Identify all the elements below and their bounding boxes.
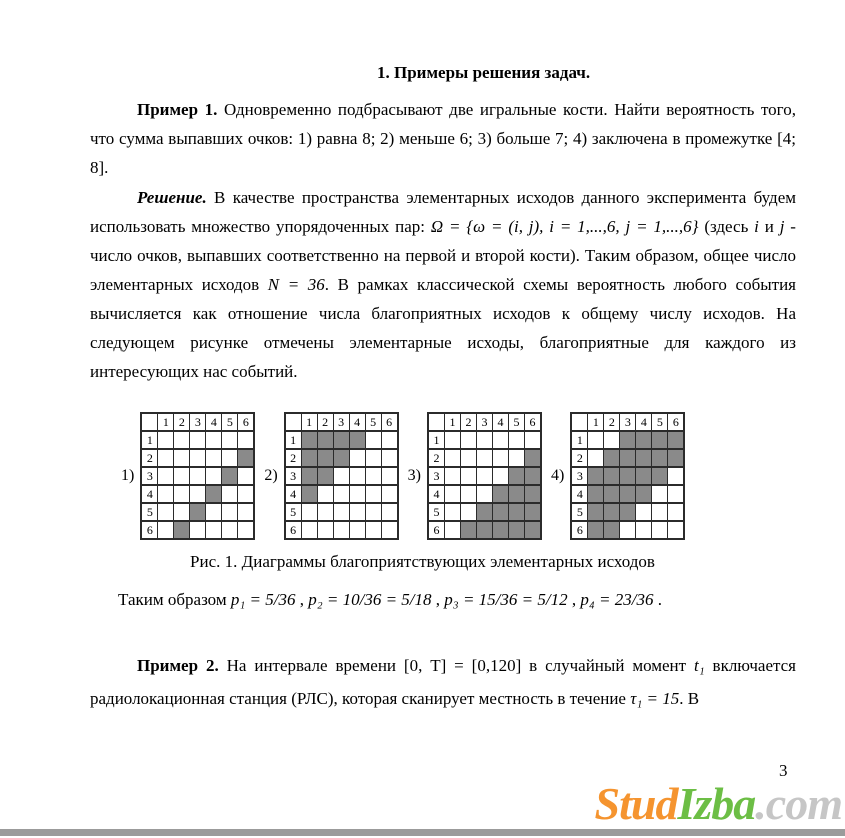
grid-col-header: 3 [476,413,492,431]
grid-cell [444,485,460,503]
grid-cell [365,503,381,521]
grid-corner-cell [285,413,302,431]
diagram-label-2: 2) [264,467,278,484]
grid-cell-shaded [349,431,365,449]
grid-row-header: 2 [141,449,158,467]
grid-row-header: 5 [141,503,158,521]
grid-cell [333,503,349,521]
grid-cell-shaded [476,521,492,539]
grid-row [285,503,398,521]
grid-row-header: 6 [428,521,445,539]
grid-cell [381,485,398,503]
logo-part-com: .com [755,778,842,829]
grid-cell-shaded [222,467,238,485]
grid-cell-shaded [492,485,508,503]
grid-row [141,503,254,521]
grid-cell [460,467,476,485]
grid-col-header: 4 [349,413,365,431]
grid-cell [190,467,206,485]
grid-cell [158,431,174,449]
grid-cell [190,521,206,539]
grid-cell-shaded [508,503,524,521]
grid-cell-shaded [460,521,476,539]
grid-cell [365,485,381,503]
grid-cell [588,449,604,467]
grid-row [571,449,684,467]
grid-cell [476,431,492,449]
solution-lead: Решение. [137,188,207,207]
grid-cell [460,449,476,467]
example2-body-1: На интервале времени [218,656,404,675]
grid-cell-shaded [620,449,636,467]
grid-cell [365,521,381,539]
results-sep-2: , [431,590,445,609]
p4-value: p₄ = 23/36 [580,590,654,609]
example2-body-4: . В [679,689,700,708]
grid-cell-shaded [301,467,317,485]
grid-col-header: 5 [222,413,238,431]
grid-cell [492,449,508,467]
example2-body-2: в случайный момент [521,656,694,675]
grid-cell [652,521,668,539]
diagram-grid-slot-2 [284,412,399,540]
grid-cell-shaded [301,431,317,449]
paragraph-solution [90,183,796,386]
grid-col-header: 3 [620,413,636,431]
grid-cell [349,521,365,539]
solution-body-5: . В рамках классической схемы вероятность любого события вычисляется как отношение числа благоприятных исходов к общему числу исходов. На следующем рисунке отмечены элементарные исходы, благоприятные для каждого из интересующих нас событий. [90,275,796,381]
grid-cell-shaded [604,449,620,467]
grid-cell [174,485,190,503]
grid-cell-shaded [301,485,317,503]
grid-col-header: 1 [588,413,604,431]
page-title: 1. Примеры решения задач. [377,63,591,82]
grid-cell [524,431,541,449]
grid-header-row [285,413,398,431]
grid-cell [349,467,365,485]
diagram-group-4 [551,412,685,540]
grid-row-header: 5 [571,503,588,521]
grid-row-header: 3 [571,467,588,485]
grid-cell-shaded [588,521,604,539]
diagram-label-4: 4) [550,467,565,484]
grid-cell [222,503,238,521]
grid-row [285,449,398,467]
grid-cell [620,521,636,539]
grid-cell [222,449,238,467]
grid-cell-shaded [206,485,222,503]
grid-cell-shaded [604,503,620,521]
grid-cell [317,485,333,503]
grid-col-header: 6 [238,413,255,431]
logo-part-izba: Izba [677,778,756,829]
grid-cell [174,449,190,467]
solution-body-4: - число очков, выпавших соответственно на первой и второй кости). Таким образом, общее число элементарных исходов [90,217,796,294]
grid-cell [508,431,524,449]
footer-bar [0,829,845,836]
grid-col-header: 6 [524,413,541,431]
grid-cell [158,449,174,467]
grid-col-header: 1 [301,413,317,431]
grid-row [141,485,254,503]
grid-cell-shaded [508,485,524,503]
grid-row [428,449,541,467]
grid-col-header: 1 [444,413,460,431]
grid-col-header: 2 [174,413,190,431]
diagram-label-3: 3) [407,467,421,484]
grid-row [571,503,684,521]
grid-cell [158,485,174,503]
grid-row [141,521,254,539]
diagram-grid-slot-1 [140,412,255,540]
solution-body-1: В качестве пространства элементарных исходов данного эксперимента будем использовать множество упорядоченных пар: [90,188,796,236]
p1-value: p₁ = 5/36 [230,590,296,609]
grid-row-header: 6 [571,521,588,539]
grid-cell [333,485,349,503]
grid-cell [365,467,381,485]
grid-cell [492,431,508,449]
grid-cell [317,521,333,539]
grid-row [285,485,398,503]
grid-cell [668,485,685,503]
grid-corner-cell [141,413,158,431]
grid-row-header: 5 [285,503,302,521]
grid-row-header: 3 [428,467,445,485]
grid-cell [381,503,398,521]
grid-row [428,503,541,521]
grid-row-header: 4 [428,485,445,503]
grid-cell [174,431,190,449]
grid-row-header: 1 [571,431,588,449]
example1-body: Одновременно подбрасывают две игральные кости. Найти вероятность того, что сумма выпавших очков: 1) равна 8; 2) меньше 6; 3) больше 7; 4) заключена в промежутке [4; 8]. [90,100,796,177]
grid-cell [238,431,255,449]
results-end: . [653,590,662,609]
grid-cell-shaded [317,449,333,467]
grid-col-header: 4 [206,413,222,431]
grid-row [571,521,684,539]
grid-cell-shaded [620,467,636,485]
grid-cell-shaded [668,431,685,449]
grid-row-header: 1 [285,431,302,449]
grid-cell [349,449,365,467]
paragraph-results [118,585,818,614]
grid-cell-shaded [317,467,333,485]
results-lead: Таким образом [118,590,231,609]
grid-cell [222,485,238,503]
t1-var: t₁ [694,656,705,675]
grid-corner-cell [428,413,445,431]
var-i: i [754,217,759,236]
grid-cell [190,449,206,467]
grid-cell [365,431,381,449]
paragraph-example2 [90,649,796,715]
grid-cell [508,449,524,467]
example1-lead: Пример 1. [137,100,218,119]
grid-cell-shaded [604,485,620,503]
grid-cell [206,431,222,449]
grid-row-header: 3 [285,467,302,485]
grid-cell [333,521,349,539]
grid-cell [652,485,668,503]
grid-cell [476,449,492,467]
grid-cell-shaded [652,431,668,449]
grid-cell-shaded [588,503,604,521]
grid-cell [460,431,476,449]
grid-cell [365,449,381,467]
grid-row [571,467,684,485]
grid-cell-shaded [333,431,349,449]
grid-cell-shaded [492,503,508,521]
grid-row-header: 5 [428,503,445,521]
grid-cell-shaded [620,431,636,449]
grid-cell [174,503,190,521]
var-j: j [779,217,785,236]
grid-cell-shaded [524,521,541,539]
grid-cell [444,449,460,467]
grid-cell [158,503,174,521]
grid-col-header: 2 [604,413,620,431]
grid-cell [636,503,652,521]
grid-cell [668,503,685,521]
grid-cell [444,431,460,449]
grid-cell-shaded [588,485,604,503]
grid-row [428,485,541,503]
grid-cell [301,521,317,539]
results-sep-1: , [295,590,309,609]
grid-corner-cell [571,413,588,431]
grid-cell-shaded [636,431,652,449]
grid-cell [381,431,398,449]
grid-col-header: 2 [460,413,476,431]
grid-row [285,431,398,449]
grid-row-header: 1 [428,431,445,449]
grid-cell-shaded [524,449,541,467]
grid-cell-shaded [508,467,524,485]
diagram-group-2 [264,412,398,540]
grid-row-header: 4 [571,485,588,503]
grid-row-header: 2 [428,449,445,467]
grid-cell [158,467,174,485]
grid-col-header: 5 [652,413,668,431]
grid-cell [492,467,508,485]
grid-row [141,431,254,449]
logo-part-stud: Stud [594,778,678,829]
grid-cell [317,503,333,521]
grid-cell [476,467,492,485]
grid-row-header: 6 [285,521,302,539]
solution-body-3: и [758,217,780,236]
grid-header-row [141,413,254,431]
grid-cell-shaded [636,485,652,503]
diagram-grid-slot-4 [570,412,685,540]
grid-row [285,521,398,539]
grid-cell [588,431,604,449]
grid-cell-shaded [524,467,541,485]
grid-row-header: 4 [285,485,302,503]
grid-cell-shaded [636,467,652,485]
grid-row [571,431,684,449]
grid-header-row [571,413,684,431]
grid-cell [381,467,398,485]
diagram-label-1: 1) [121,467,135,484]
results-sep-3: , [567,590,581,609]
dice-outcome-grid [427,412,542,540]
grid-cell [349,503,365,521]
grid-cell [444,467,460,485]
grid-row [285,467,398,485]
grid-row [141,467,254,485]
grid-cell [174,467,190,485]
p2-value: p₂ = 10/36 = 5/18 [308,590,432,609]
grid-cell [238,503,255,521]
dice-outcome-grid [570,412,685,540]
diagram-grid-slot-3 [427,412,542,540]
dice-outcome-grid [140,412,255,540]
dice-outcome-grid [284,412,399,540]
grid-cell-shaded [317,431,333,449]
diagram-group-1 [121,412,255,540]
grid-cell-shaded [604,467,620,485]
grid-col-header: 5 [508,413,524,431]
example2-lead: Пример 2. [137,656,219,675]
grid-cell [476,485,492,503]
grid-row-header: 1 [141,431,158,449]
paragraph-example1 [90,95,796,182]
grid-cell [444,503,460,521]
grid-col-header: 5 [365,413,381,431]
grid-col-header: 4 [636,413,652,431]
grid-cell [206,521,222,539]
grid-cell-shaded [174,521,190,539]
grid-cell-shaded [588,467,604,485]
omega-formula: Ω = {ω = (i, j), i = 1,...,6, j = 1,...,6} [430,217,699,236]
grid-col-header: 6 [381,413,398,431]
grid-row-header: 4 [141,485,158,503]
grid-cell-shaded [508,521,524,539]
grid-row [571,485,684,503]
grid-cell [381,521,398,539]
grid-cell-shaded [604,521,620,539]
solution-body-2: (здесь [698,217,755,236]
example2-body-3: включается радиолокационная станция (РЛС), которая сканирует местность в течение [90,656,797,708]
grid-cell-shaded [492,521,508,539]
grid-cell [636,521,652,539]
grid-col-header: 2 [317,413,333,431]
tau1-formula: τ₁ = 15 [630,689,680,708]
grid-row [428,467,541,485]
grid-cell [238,485,255,503]
grid-cell [460,503,476,521]
grid-row-header: 2 [571,449,588,467]
grid-cell-shaded [652,467,668,485]
grid-col-header: 1 [158,413,174,431]
p3-value: p₃ = 15/36 = 5/12 [444,590,568,609]
grid-cell [604,431,620,449]
grid-cell [668,467,685,485]
interval-formula: [0, T] = [0,120] [403,656,522,675]
grid-cell [460,485,476,503]
grid-col-header: 4 [492,413,508,431]
grid-cell-shaded [668,449,685,467]
grid-cell [222,431,238,449]
grid-row-header: 2 [285,449,302,467]
grid-cell-shaded [476,503,492,521]
grid-col-header: 6 [668,413,685,431]
grid-row [428,431,541,449]
grid-cell [206,503,222,521]
grid-cell [444,521,460,539]
grid-cell [381,449,398,467]
grid-cell-shaded [301,449,317,467]
page-number: 3 [779,761,788,780]
grid-cell [190,431,206,449]
grid-cell [222,521,238,539]
grid-cell-shaded [333,449,349,467]
grid-cell-shaded [652,449,668,467]
grid-cell-shaded [238,449,255,467]
grid-cell [158,521,174,539]
grid-cell [206,467,222,485]
grid-cell [301,503,317,521]
grid-row [428,521,541,539]
grid-cell-shaded [636,449,652,467]
grid-cell [238,467,255,485]
grid-cell-shaded [620,485,636,503]
grid-col-header: 3 [333,413,349,431]
grid-row-header: 6 [141,521,158,539]
grid-col-header: 3 [190,413,206,431]
grid-row [141,449,254,467]
studizba-logo [595,777,842,830]
grid-row-header: 3 [141,467,158,485]
grid-cell [349,485,365,503]
figure-diagrams [121,412,694,540]
grid-cell-shaded [524,485,541,503]
grid-cell [652,503,668,521]
grid-cell [190,485,206,503]
grid-cell-shaded [620,503,636,521]
grid-header-row [428,413,541,431]
grid-cell-shaded [190,503,206,521]
grid-cell [206,449,222,467]
grid-cell-shaded [524,503,541,521]
grid-cell [333,467,349,485]
grid-cell [668,521,685,539]
diagram-group-3 [408,412,542,540]
figure-caption: Рис. 1. Диаграммы благоприятствующих элементарных исходов [190,552,655,571]
grid-cell [238,521,255,539]
n-formula: N = 36 [267,275,325,294]
